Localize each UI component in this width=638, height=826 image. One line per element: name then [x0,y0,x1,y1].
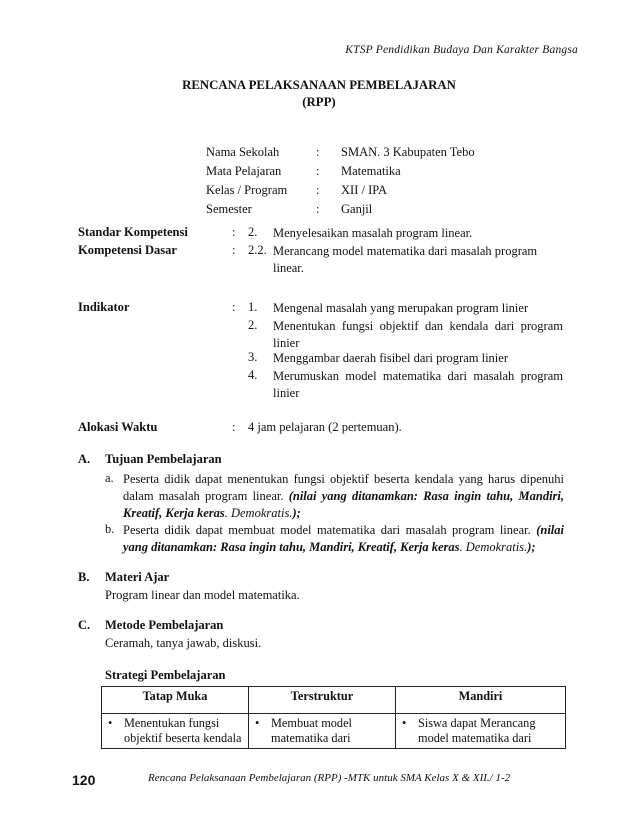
alokasi-text: 4 jam pelajaran (2 pertemuan). [248,420,402,434]
tujuan-a-values: (nilai yang ditanamkan: Rasa ingin tahu, Mandiri, [288,489,565,503]
section-b-title: Materi Ajar [105,570,170,584]
indikator-line: Mengenal masalah yang merupakan program linier [273,301,529,315]
tujuan-b-line [123,522,564,539]
tujuan-a-demokratis: . Demokratis. [224,506,293,520]
document-title: RENCANA PELAKSANAAN PEMBELAJARAN [182,78,456,92]
school-info [206,145,475,221]
section-a-title: Tujuan Pembelajaran [105,452,222,466]
strategi-cell [396,714,566,749]
info-row [206,164,475,183]
strategi-cell [102,714,249,749]
indikator-line: Merumuskan model matematika dari masalah program [273,369,563,383]
info-value: SMAN. 3 Kabupaten Tebo [341,145,475,159]
info-key: Kelas / Program [206,183,288,197]
info-row [206,202,475,221]
bullet-icon: • [108,716,113,730]
indikator-num: 3. [248,350,258,364]
cell-line: model matematika dari [418,731,532,745]
info-sep: : [316,164,320,178]
section-b-text: Program linear dan model matematika. [105,588,300,602]
tujuan-b-values: yang ditanamkan: Rasa ingin tahu, Mandiri, Kreatif, Kerja keras [123,540,460,554]
bullet-item [402,716,559,746]
page-number: 120 [72,772,96,788]
section-c-text: Ceramah, tanya jawab, diskusi. [105,636,262,650]
cell-line: Siswa dapat Merancang [418,716,536,730]
bullet-text [418,716,535,746]
info-key: Semester [206,202,252,216]
running-footer: Rencana Pelaksanaan Pembelajaran (RPP) -MTK untuk SMA Kelas X & XII./ 1-2 [148,772,511,784]
info-sep: : [316,183,320,197]
indikator-line: Menggambar daerah fisibel dari program linier [273,351,508,365]
tujuan-a-plain: dalam masalah program linear. [123,489,284,503]
kompetensi-line: Merancang model matematika dari masalah program [273,244,538,258]
indikator-line: linier [273,385,300,400]
document-subtitle: (RPP) [302,95,336,109]
section-c-title: Metode Pembelajaran [105,618,224,632]
standar-sep: : [232,225,236,239]
indikator-item [273,368,563,401]
kompetensi-label: Kompetensi Dasar [78,243,177,257]
cell-line: matematika dari [271,731,351,745]
tujuan-a-text [123,471,564,522]
info-sep: : [316,202,320,216]
tujuan-a-line [123,505,564,522]
standar-label: Standar Kompetensi [78,225,188,239]
strategi-cell [249,714,396,749]
info-value: XII / IPA [341,183,388,197]
indikator-num: 1. [248,300,258,314]
indikator-label: Indikator [78,300,130,314]
cell-line: Membuat model [271,716,352,730]
indikator-sep: : [232,300,236,314]
running-header: KTSP Pendidikan Budaya Dan Karakter Bangsa [345,44,578,56]
kompetensi-text [273,243,563,276]
indikator-item [273,300,563,317]
bullet-text [124,716,241,746]
indikator-num: 2. [248,318,258,332]
info-key: Nama Sekolah [206,145,280,159]
info-value: Ganjil [341,202,373,216]
standar-num: 2. [248,225,258,239]
section-b-letter: B. [78,570,90,584]
strategi-table [101,686,566,749]
kompetensi-line: linear. [273,260,304,275]
section-a-letter: A. [78,452,91,466]
info-row [206,183,475,202]
indikator-line: Menentukan fungsi objektif dan kendala dari program [273,319,563,333]
strategi-header: Terstruktur [249,687,396,714]
strategi-header: Mandiri [396,687,566,714]
section-c-letter: C. [78,618,91,632]
indikator-num: 4. [248,368,258,382]
cell-line: objektif beserta kendala [124,731,242,745]
tujuan-b-plain: Peserta didik dapat membuat model matematika dari masalah program linear. [123,523,531,537]
standar-text: Menyelesaikan masalah program linear. [273,226,473,240]
tujuan-a-line: Peserta didik dapat menentukan fungsi objektif beserta kendala yang harus dipenuhi [123,472,564,486]
info-key: Mata Pelajaran [206,164,282,178]
strategi-title: Strategi Pembelajaran [105,668,226,682]
info-sep: : [316,145,320,159]
tujuan-b-text [123,522,564,556]
tujuan-a-marker: a. [105,471,114,485]
kompetensi-num: 2.2. [248,243,267,257]
bullet-item [255,716,389,746]
indikator-line: linier [273,335,300,350]
tujuan-a-end: ); [292,506,301,520]
tujuan-b-values: (nilai [536,523,564,537]
tujuan-b-line [123,539,564,556]
strategi-header-row [102,687,566,714]
kompetensi-sep: : [232,243,236,257]
strategi-row [102,714,566,749]
info-row [206,145,475,164]
tujuan-a-values: Kreatif, Kerja keras [123,506,225,520]
tujuan-b-end: ); [527,540,536,554]
bullet-item [108,716,242,746]
bullet-icon: • [255,716,260,730]
bullet-text [271,716,352,746]
bullet-icon: • [402,716,407,730]
indikator-item [273,350,563,367]
cell-line: Menentukan fungsi [124,716,220,730]
info-value: Matematika [341,164,401,178]
strategi-header: Tatap Muka [102,687,249,714]
tujuan-b-marker: b. [105,522,115,536]
tujuan-b-demokratis: . Demokratis. [459,540,528,554]
tujuan-a-line [123,488,564,505]
alokasi-label: Alokasi Waktu [78,420,158,434]
alokasi-sep: : [232,420,236,434]
indikator-item [273,318,563,351]
